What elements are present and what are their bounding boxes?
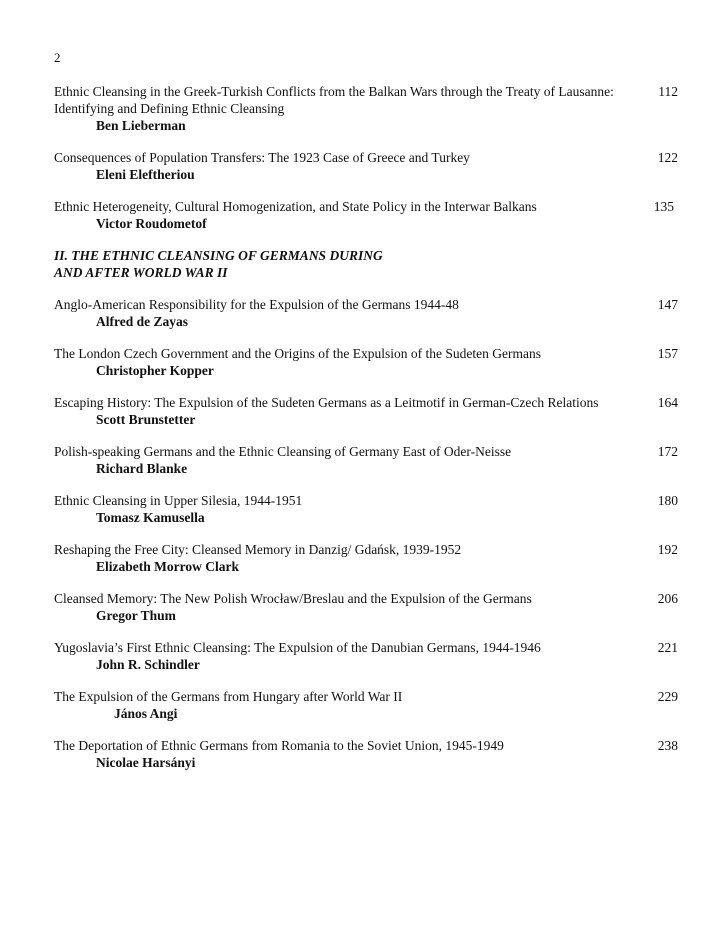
- table-of-contents-page: [54, 50, 678, 786]
- entry-title: Anglo-American Responsibility for the Expulsion of the Germans 1944-48: [54, 297, 459, 312]
- entry-page-number: 135: [653, 199, 674, 214]
- entry-author: Christopher Kopper: [96, 363, 214, 378]
- entry-author: Eleni Eleftheriou: [96, 167, 195, 182]
- entry-page-number: 206: [657, 591, 678, 606]
- toc-entry: [54, 198, 678, 232]
- toc-entry: [54, 83, 678, 134]
- entry-title: Reshaping the Free City: Cleansed Memory in Danzig/ Gdańsk, 1939-1952: [54, 542, 462, 557]
- entry-page-number: 180: [657, 493, 678, 508]
- section-heading-line: II. THE ETHNIC CLEANSING OF GERMANS DURING: [54, 248, 383, 263]
- entry-author: Elizabeth Morrow Clark: [96, 559, 239, 574]
- toc-entry: [54, 541, 678, 575]
- toc-entry: [54, 737, 678, 771]
- toc-entry: [54, 639, 678, 673]
- entry-author: Scott Brunstetter: [96, 412, 196, 427]
- entry-title: Ethnic Cleansing in the Greek-Turkish Conflicts from the Balkan Wars through the Treaty of Lausanne: Identifying and Defining Ethnic Cleansing: [54, 84, 614, 116]
- entry-title: The Deportation of Ethnic Germans from Romania to the Soviet Union, 1945-1949: [54, 738, 504, 753]
- entry-page-number: 172: [657, 444, 678, 459]
- entry-title: Ethnic Heterogeneity, Cultural Homogenization, and State Policy in the Interwar Balkans: [54, 199, 537, 214]
- entry-author: János Angi: [114, 706, 178, 721]
- entry-title: The Expulsion of the Germans from Hungary after World War II: [54, 689, 403, 704]
- entry-page-number: 192: [657, 542, 678, 557]
- toc-entry: [54, 443, 678, 477]
- entry-title: Yugoslavia’s First Ethnic Cleansing: The Expulsion of the Danubian Germans, 1944-1946: [54, 640, 541, 655]
- toc-entry: [54, 149, 678, 183]
- entry-author: Tomasz Kamusella: [96, 510, 205, 525]
- toc-entry: [54, 394, 678, 428]
- entry-author: John R. Schindler: [96, 657, 200, 672]
- entry-page-number: 229: [657, 689, 678, 704]
- section-heading-line: AND AFTER WORLD WAR II: [54, 265, 228, 280]
- section-heading: [54, 247, 678, 281]
- entry-page-number: 147: [657, 297, 678, 312]
- entry-title: Polish-speaking Germans and the Ethnic Cleansing of Germany East of Oder-Neisse: [54, 444, 512, 459]
- entry-title: Ethnic Cleansing in Upper Silesia, 1944-1951: [54, 493, 303, 508]
- toc-entry: [54, 688, 678, 722]
- entry-page-number: 164: [657, 395, 678, 410]
- entry-author: Nicolae Harsányi: [96, 755, 196, 770]
- toc-entry: [54, 590, 678, 624]
- entry-author: Alfred de Zayas: [96, 314, 189, 329]
- toc-entry: [54, 345, 678, 379]
- entry-page-number: 157: [657, 346, 678, 361]
- toc-entry: [54, 492, 678, 526]
- entry-title: The London Czech Government and the Origins of the Expulsion of the Sudeten Germans: [54, 346, 542, 361]
- entry-page-number: 122: [657, 150, 678, 165]
- entry-title: Consequences of Population Transfers: The 1923 Case of Greece and Turkey: [54, 150, 470, 165]
- entry-page-number: 112: [658, 84, 678, 99]
- entry-page-number: 238: [657, 738, 678, 753]
- entry-author: Ben Lieberman: [96, 118, 186, 133]
- page-number: 2: [54, 50, 61, 65]
- entry-author: Victor Roudometof: [96, 216, 207, 231]
- entry-author: Gregor Thum: [96, 608, 176, 623]
- entry-author: Richard Blanke: [96, 461, 188, 476]
- entry-page-number: 221: [657, 640, 678, 655]
- entry-title: Escaping History: The Expulsion of the Sudeten Germans as a Leitmotif in German-Czech Relations: [54, 395, 599, 410]
- toc-entry: [54, 296, 678, 330]
- entry-title: Cleansed Memory: The New Polish Wrocław/Breslau and the Expulsion of the Germans: [54, 591, 532, 606]
